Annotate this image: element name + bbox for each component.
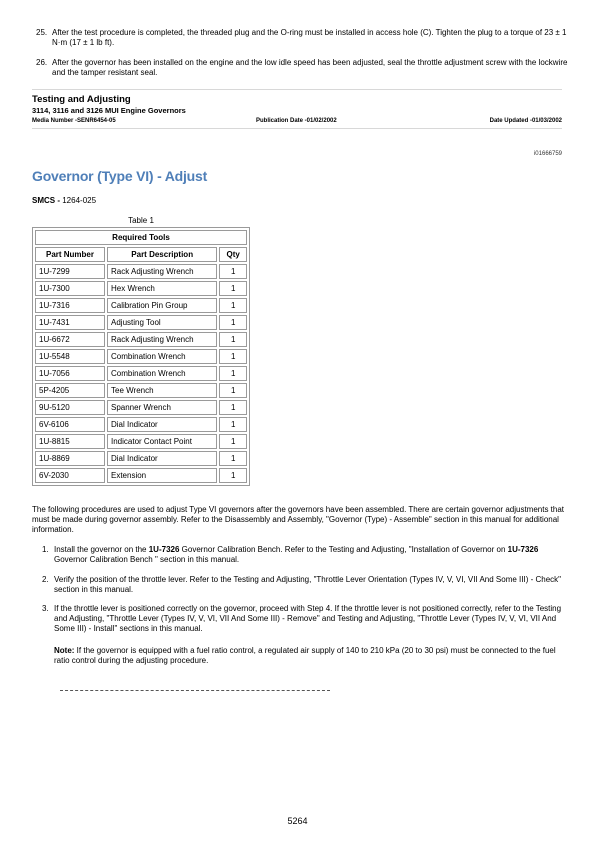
table-row — [35, 400, 247, 415]
quantity: 1 — [219, 264, 247, 279]
step-number: 1. — [42, 545, 49, 554]
part-number: 1U-5548 — [35, 349, 105, 364]
quantity: 1 — [219, 383, 247, 398]
table-row — [35, 298, 247, 313]
column-header-part-number: Part Number — [35, 247, 105, 262]
part-description: Adjusting Tool — [107, 315, 217, 330]
part-number: 1U-6672 — [35, 332, 105, 347]
column-header-part-description: Part Description — [107, 247, 217, 262]
step-text: After the governor has been installed on the engine and the low idle speed has been adjusted, seal the throttle adjustment screw with the lockwire and the tamper resistant seal. — [52, 58, 568, 77]
step-26 — [36, 58, 576, 80]
quantity: 1 — [219, 366, 247, 381]
smcs-label: SMCS - — [32, 196, 60, 205]
smcs-value: 1264-025 — [62, 196, 97, 205]
quantity: 1 — [219, 332, 247, 347]
part-description: Extension — [107, 468, 217, 483]
step-number: 2. — [42, 575, 49, 584]
table-heading: Required Tools — [35, 230, 247, 245]
part-number: 1U-8815 — [35, 434, 105, 449]
intro-paragraph: The following procedures are used to adjust Type VI governors after the governors have been assembled. There are certain governor adjustments that must be made during governor assembly. Refer to the Disassembly and Assembly, "Governor (Type) - Assemble" section in this manual for additional information. — [32, 505, 565, 534]
part-number: 6V-6106 — [35, 417, 105, 432]
part-description: Combination Wrench — [107, 349, 217, 364]
table-row — [35, 366, 247, 381]
part-number: 1U-8869 — [35, 451, 105, 466]
part-number-ref: 1U-7326 — [507, 545, 539, 554]
table-header-row — [35, 247, 247, 262]
part-description: Dial Indicator — [107, 417, 217, 432]
table-caption: Table 1 — [128, 216, 154, 225]
part-description: Hex Wrench — [107, 281, 217, 296]
quantity: 1 — [219, 417, 247, 432]
part-description: Tee Wrench — [107, 383, 217, 398]
document-subtitle: 3114, 3116 and 3126 MUI Engine Governors — [32, 106, 186, 115]
note-text: If the governor is equipped with a fuel ratio control, a regulated air supply of 140 to 210 kPa (20 to 30 psi) must be connected to the fuel ratio control during the adjusting procedure. — [54, 646, 556, 665]
quantity: 1 — [219, 315, 247, 330]
step-number: 3. — [42, 604, 49, 613]
part-number: 1U-7431 — [35, 315, 105, 330]
media-number: Media Number -SENR6454-05 — [32, 118, 116, 124]
step-number: 26. — [36, 58, 48, 67]
step-3 — [42, 604, 567, 636]
required-tools-table — [32, 227, 250, 486]
table-row — [35, 468, 247, 483]
step-text: Verify the position of the throttle lever. Refer to the Testing and Adjusting, "Throttle Lever Orientation (Types IV, V, VI, VII And Some III) - Check" section in this manual. — [54, 575, 561, 594]
table-row — [35, 315, 247, 330]
step-2 — [42, 575, 567, 597]
part-number: 5P-4205 — [35, 383, 105, 398]
quantity: 1 — [219, 400, 247, 415]
part-number: 1U-7056 — [35, 366, 105, 381]
part-description: Spanner Wrench — [107, 400, 217, 415]
quantity: 1 — [219, 281, 247, 296]
part-number-ref: 1U-7326 — [148, 545, 180, 554]
quantity: 1 — [219, 349, 247, 364]
step-text: If the throttle lever is positioned correctly on the governor, proceed with Step 4. If the throttle lever is not positioned correctly, refer to the Testing and Adjusting, "Throttle Lever (Types IV, V, VI, VII And Some III) - Remove" and Testing and Adjusting, "Throttle Lever (Types IV, V, VI, VII And Some III) - Install" sections in this manual. — [54, 604, 562, 633]
part-number: 1U-7300 — [35, 281, 105, 296]
part-description: Rack Adjusting Wrench — [107, 264, 217, 279]
date-updated: Date Updated -01/03/2002 — [489, 118, 562, 124]
part-number: 1U-7316 — [35, 298, 105, 313]
step-number: 25. — [36, 28, 48, 37]
table-row — [35, 349, 247, 364]
table-row — [35, 434, 247, 449]
column-header-qty: Qty — [219, 247, 247, 262]
quantity: 1 — [219, 434, 247, 449]
step-text: Install the governor on the 1U-7326 Governor Calibration Bench. Refer to the Testing and Adjusting, "Installation of Governor on 1U-7326 Governor Calibration Bench " section in this manual. — [54, 545, 539, 564]
smcs-code — [32, 196, 96, 205]
quantity: 1 — [219, 468, 247, 483]
table-row — [35, 383, 247, 398]
part-number: 1U-7299 — [35, 264, 105, 279]
table-title-row — [35, 230, 247, 245]
document-id: i01666759 — [533, 151, 562, 157]
part-number: 9U-5120 — [35, 400, 105, 415]
note — [54, 646, 566, 666]
table-row — [35, 332, 247, 347]
part-description: Indicator Contact Point — [107, 434, 217, 449]
publication-date: Publication Date -01/02/2002 — [256, 118, 337, 124]
table-row — [35, 451, 247, 466]
quantity: 1 — [219, 451, 247, 466]
part-description: Dial Indicator — [107, 451, 217, 466]
quantity: 1 — [219, 298, 247, 313]
note-label: Note: — [54, 646, 75, 655]
divider — [32, 89, 562, 90]
table-row — [35, 264, 247, 279]
part-description: Combination Wrench — [107, 366, 217, 381]
separator-line — [60, 690, 330, 691]
page-number: 5264 — [287, 816, 308, 826]
section-title: Testing and Adjusting — [32, 94, 131, 105]
step-text: After the test procedure is completed, the threaded plug and the O-ring must be installed in access hole (C). Tighten the plug to a torque of 23 ± 1 N·m (17 ± 1 lb ft). — [52, 28, 567, 47]
step-25 — [36, 28, 576, 50]
table-row — [35, 281, 247, 296]
table-row — [35, 417, 247, 432]
part-description: Rack Adjusting Wrench — [107, 332, 217, 347]
divider — [32, 128, 562, 129]
part-number: 6V-2030 — [35, 468, 105, 483]
step-1 — [42, 545, 567, 567]
part-description: Calibration Pin Group — [107, 298, 217, 313]
page-title: Governor (Type VI) - Adjust — [32, 168, 208, 184]
